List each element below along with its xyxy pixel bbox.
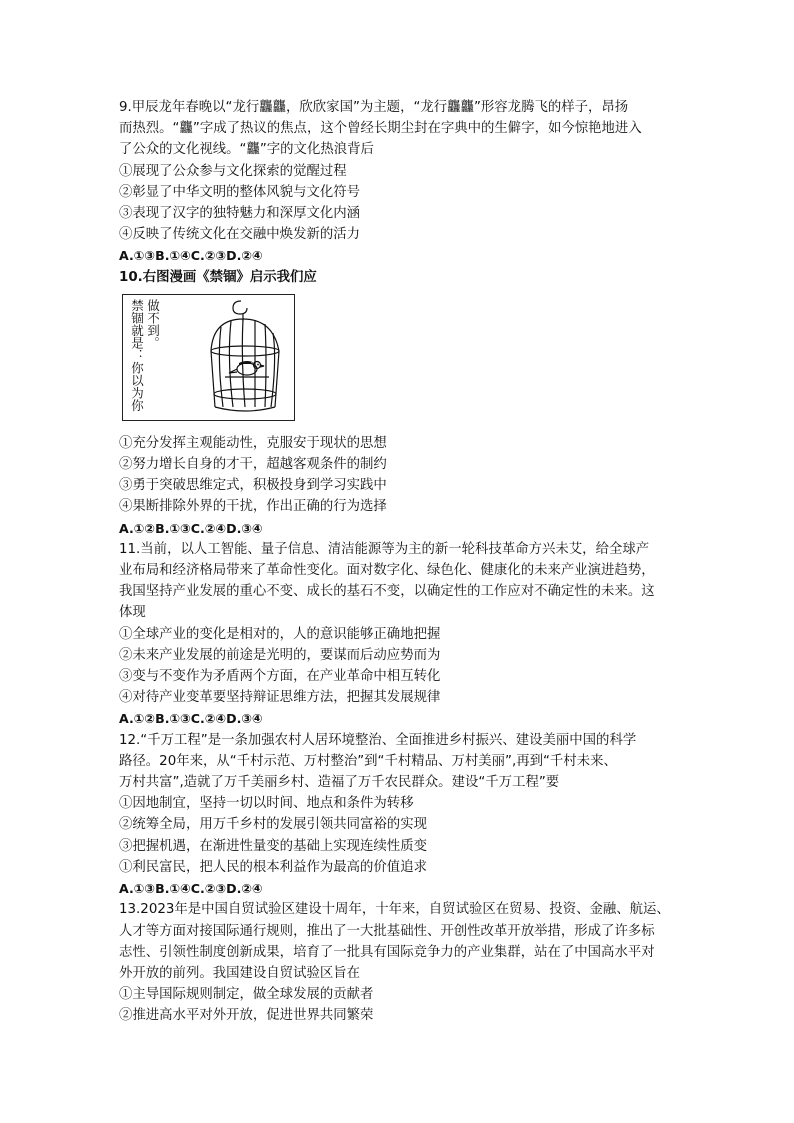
cartoon-caption-right: 做不到。 <box>145 298 161 349</box>
birdcage-illustration <box>203 299 287 415</box>
q13-stem-line-4: 外开放的前列。我国建设自贸试验区旨在 <box>119 965 361 981</box>
q13-stem-line-1: 13.2023年是中国自贸试验区建设十周年，十年来，自贸试验区在贸易、投资、金融、航运、 <box>119 902 670 918</box>
q11-answer-choices: A.①②B.①③C.②④D.③④ <box>119 711 263 727</box>
q10-answer-choices: A.①②B.①③C.②④D.③④ <box>119 520 263 536</box>
q12-stem-line-1: 12.“千万工程”是一条加强农村人居环境整治、全面推进乡村振兴、建设美丽中国的科学 <box>119 732 637 748</box>
question-13 <box>119 899 684 1026</box>
q9-stem-line-1: 9.甲辰龙年春晚以“龙行龘龘，欣欣家国”为主题，“龙行龘龘”形容龙腾飞的样子，昂扬 <box>119 100 629 115</box>
q10-option-1: ①充分发挥主观能动性，克服安于现状的思想 <box>119 435 387 451</box>
q11-stem-line-1: 11.当前，以人工智能、量子信息、清洁能源等为主的新一轮科技革命方兴未艾，给全球产 <box>119 541 650 557</box>
q11-stem-line-2: 业布局和经济格局带来了革命性变化。面对数字化、绿色化、健康化的未来产业演进趋势， <box>119 563 655 579</box>
q10-option-3: ③勇于突破思维定式，积极投身到学习实践中 <box>119 478 387 494</box>
q12-option-2: ②统筹全局，用万千乡村的发展引领共同富裕的实现 <box>119 817 427 833</box>
q9-stem-line-2: 而热烈。“龘”字成了热议的焦点，这个曾经长期尘封在字典中的生僻字，如今惊艳地进入 <box>119 121 642 137</box>
q9-option-1: ①展现了公众参与文化探索的觉醒过程 <box>119 163 347 179</box>
q9-option-4: ④反映了传统文化在交融中焕发新的活力 <box>119 227 361 243</box>
q10-option-2: ②努力增长自身的才干，超越客观条件的制约 <box>119 457 387 473</box>
question-list <box>119 97 684 1027</box>
q12-answer-choices: A.①③B.①④C.②③D.②④ <box>119 881 263 897</box>
q13-stem-line-3: 志性、引领性制度创新成果，培育了一批具有国际竞争力的产业集群，站在了中国高水平对 <box>119 944 655 960</box>
cartoon-jingu <box>122 294 295 421</box>
q10-stem-line-1: 10.右图漫画《禁锢》启示我们应 <box>119 269 317 285</box>
q9-answer-choices: A.①③B.①④C.②③D.②④ <box>119 248 263 264</box>
q11-stem-line-3: 我国坚持产业发展的重心不变、成长的基石不变，以确定性的工作应对不确定性的未来。这 <box>119 584 655 600</box>
q11-stem-line-4: 体现 <box>119 605 146 621</box>
q9-stem-line-3: 了公众的文化视线。“龘”字的文化热浪背后 <box>119 142 374 158</box>
question-10 <box>119 267 684 539</box>
question-11 <box>119 539 684 730</box>
q12-option-4: ①利民富民，把人民的根本利益作为最高的价值追求 <box>119 859 427 875</box>
q9-option-2: ②彰显了中华文明的整体风貌与文化符号 <box>119 184 361 200</box>
q11-option-1: ①全球产业的变化是相对的，人的意识能够正确地把握 <box>119 626 441 642</box>
q12-option-3: ③把握机遇，在渐进性量变的基础上实现连续性质变 <box>119 838 427 854</box>
q12-stem-line-3: 万村共富”,造就了万千美丽乡村、造福了万千农民群众。建设“千万工程”要 <box>119 775 560 791</box>
question-12 <box>119 730 684 900</box>
q13-option-1: ①主导国际规则制定，做全球发展的贡献者 <box>119 987 374 1003</box>
q13-option-2: ②推进高水平对外开放，促进世界共同繁荣 <box>119 1008 374 1024</box>
q11-option-2: ②未来产业发展的前途是光明的，要谋而后动应势而为 <box>119 647 441 663</box>
q12-option-1: ①因地制宜，坚持一切以时间、地点和条件为转移 <box>119 796 414 812</box>
q12-stem-line-2: 路径。20年来，从“千村示范、万村整治”到“千村精品、万村美丽”,再到“千村未来、 <box>119 753 617 769</box>
cartoon-caption-left: 禁锢就是：你以为你 <box>129 298 145 412</box>
q10-option-4: ④果断排除外界的干扰，作出正确的行为选择 <box>119 499 387 515</box>
q11-option-3: ③变与不变作为矛盾两个方面，在产业革命中相互转化 <box>119 669 441 685</box>
q9-option-3: ③表现了汉字的独特魅力和深厚文化内涵 <box>119 206 361 222</box>
q11-option-4: ④对待产业变革要坚持辩证思维方法，把握其发展规律 <box>119 690 441 706</box>
question-9 <box>119 97 684 267</box>
q13-stem-line-2: 人才等方面对接国际通行规则，推出了一大批基础性、开创性改革开放举措，形成了许多标 <box>119 923 655 939</box>
